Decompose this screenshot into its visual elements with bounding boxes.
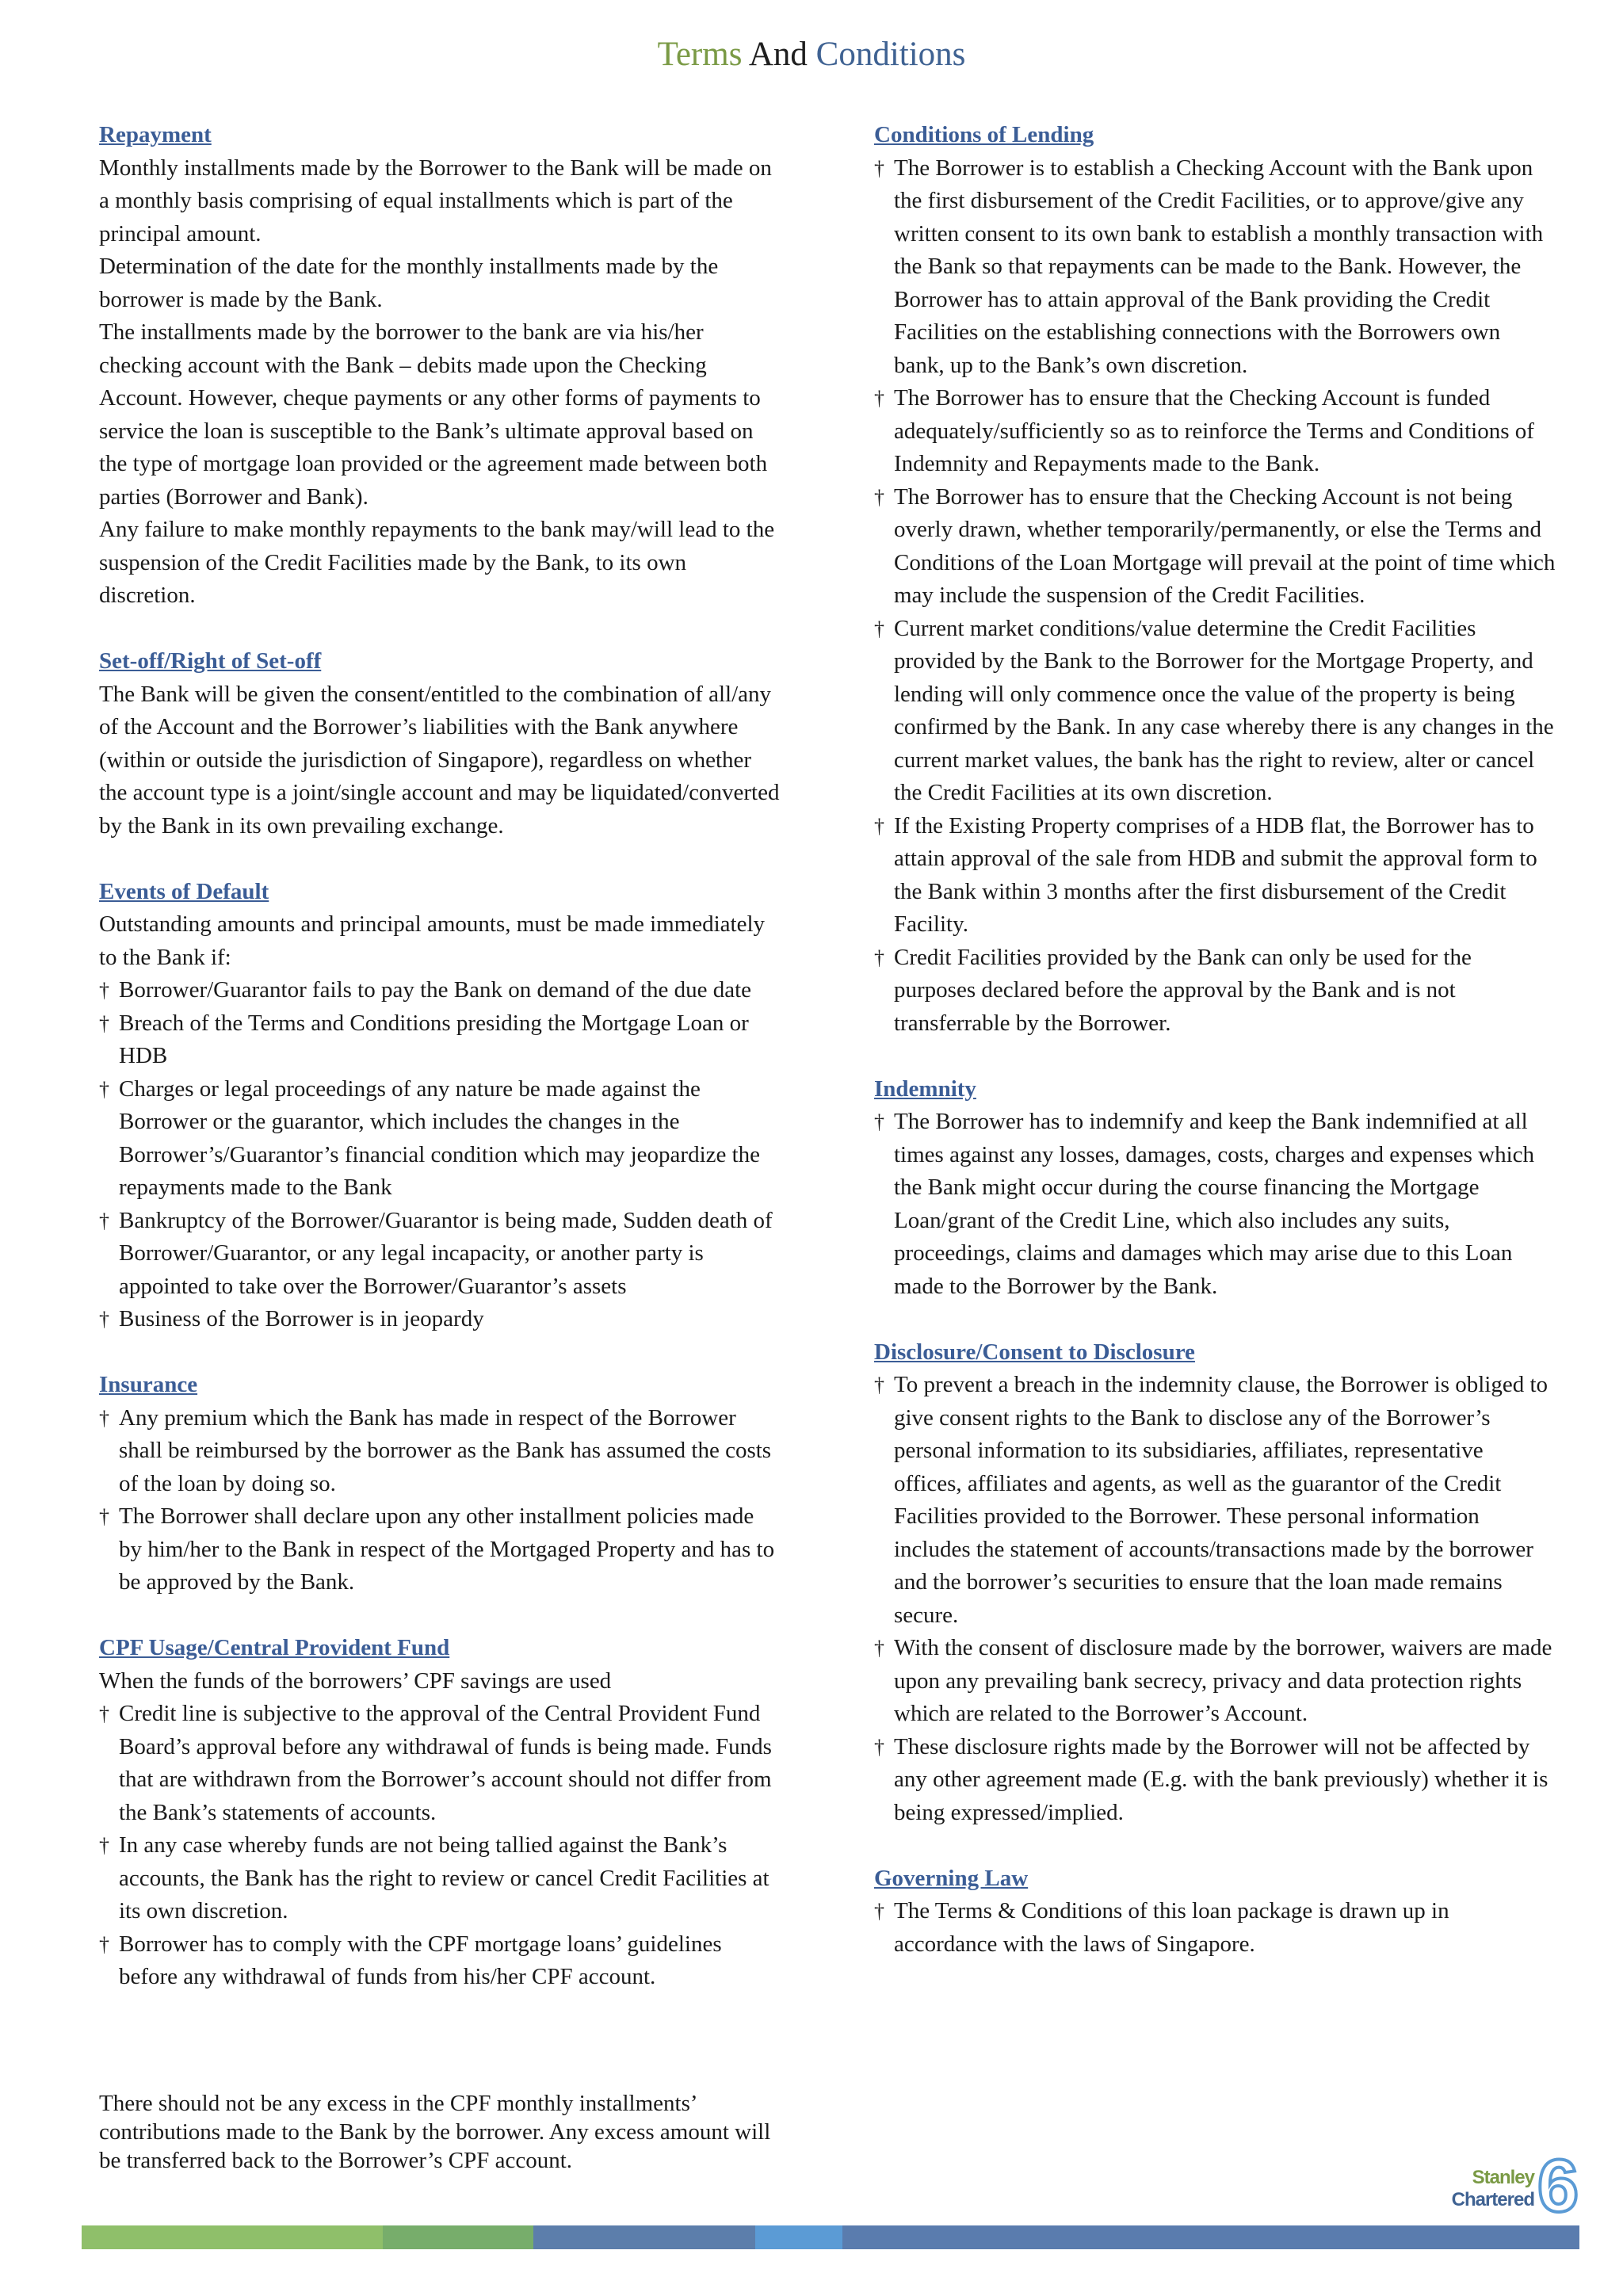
list-item-text: Credit Facilities provided by the Bank can only be used for the purposes declared before the approval by the Bank and is not transferrable by the Borrower. — [894, 944, 1472, 1036]
section-heading: Repayment — [99, 122, 212, 147]
dagger-bullet-icon: † — [99, 1834, 109, 1857]
list-item — [99, 1698, 781, 1829]
dagger-bullet-icon: † — [99, 1505, 109, 1528]
bullet-list — [874, 152, 1556, 1041]
list-item-text: Current market conditions/value determine the Credit Facilities provided by the Bank to the Borrower for the Mortgage Property, and lending will only commence once the value of the property is being confirmed by the Bank. In any case whereby there is any changes in the current market values, the bank has the right to review, alter or cancel the Credit Facilities at its own discretion. — [894, 615, 1554, 805]
section-heading: Set-off/Right of Set-off — [99, 648, 322, 674]
section-setoff — [99, 645, 781, 842]
bullet-list — [99, 1698, 781, 1994]
dagger-bullet-icon: † — [874, 814, 884, 838]
list-item — [874, 613, 1556, 810]
bullet-list — [99, 974, 781, 1336]
list-item-text: With the consent of disclosure made by the borrower, waivers are made upon any prevailing bank secrecy, privacy and data protection rights which are related to the Borrower’s Account. — [894, 1635, 1552, 1726]
dagger-bullet-icon: † — [99, 1702, 109, 1725]
list-item-text: Any premium which the Bank has made in respect of the Borrower shall be reimbursed by the borrower as the Bank has assumed the costs of the loan by doing so. — [119, 1404, 772, 1496]
section-insurance — [99, 1369, 781, 1599]
list-item — [874, 1731, 1556, 1830]
bullet-list — [874, 1106, 1556, 1303]
section-heading: Indemnity — [874, 1075, 976, 1102]
paragraph: Monthly installments made by the Borrower to the Bank will be made on a monthly basis comprising of equal installments which is part of the principal amount. — [99, 155, 772, 246]
title-word-terms: Terms — [657, 36, 743, 73]
left-column — [99, 119, 781, 2027]
dagger-bullet-icon: † — [874, 485, 884, 509]
footer-color-bar — [82, 2225, 1579, 2249]
list-item-text: The Terms & Conditions of this loan package is drawn up in accordance with the laws of Singapore. — [894, 1898, 1449, 1957]
list-item-text: The Borrower shall declare upon any other installment policies made by him/her to the Bank in respect of the Mortgaged Property and has to be approved by the Bank. — [119, 1503, 775, 1595]
dagger-bullet-icon: † — [874, 1735, 884, 1759]
stanley-chartered-logo — [1444, 2151, 1580, 2218]
list-item — [874, 1895, 1556, 1961]
right-column — [874, 119, 1556, 1994]
section-governing-law — [874, 1862, 1556, 1962]
paragraph: Outstanding amounts and principal amounts, must be made immediately to the Bank if: — [99, 911, 766, 970]
list-item — [874, 152, 1556, 383]
page-title — [0, 33, 1623, 76]
bullet-list — [874, 1369, 1556, 1829]
list-item-text: Borrower/Guarantor fails to pay the Bank on demand of the due date — [119, 977, 752, 1003]
list-item-text: The Borrower has to ensure that the Checking Account is not being overly drawn, whether temporarily/permanently, or else the Terms and Conditions of the Loan Mortgage will prevail at the point of time which may include the suspension of the Credit Facilities. — [894, 483, 1556, 608]
cpf-footnote: There should not be any excess in the CPF monthly installments’ contributions made to the Bank by the borrower. Any excess amount will be transferred back to the Borrower’s CPF account. — [99, 2091, 771, 2173]
dagger-bullet-icon: † — [99, 1308, 109, 1331]
footer-bar-segment — [533, 2225, 755, 2249]
section-events-of-default — [99, 876, 781, 1336]
dagger-bullet-icon: † — [874, 1373, 884, 1396]
list-item — [874, 1632, 1556, 1731]
list-item — [99, 1205, 781, 1304]
list-item — [874, 1106, 1556, 1303]
section-cpf — [99, 1632, 781, 1994]
dagger-bullet-icon: † — [874, 387, 884, 410]
section-heading: Governing Law — [874, 1865, 1029, 1891]
bullet-list — [874, 1895, 1556, 1961]
list-item — [99, 1829, 781, 1928]
dagger-bullet-icon: † — [874, 1900, 884, 1923]
list-item — [874, 1369, 1556, 1632]
list-item — [99, 1073, 781, 1205]
dagger-bullet-icon: † — [99, 1077, 109, 1101]
list-item — [99, 1303, 781, 1336]
list-item-text: Charges or legal proceedings of any nature be made against the Borrower or the guarantor, which includes the changes in the Borrower’s/Guarantor’s financial condition which may jeopardize the repayments made to the Bank — [119, 1075, 761, 1200]
list-item-text: Business of the Borrower is in jeopardy — [119, 1306, 484, 1331]
logo-text-stanley: Stanley — [1472, 2167, 1534, 2188]
dagger-bullet-icon: † — [874, 156, 884, 180]
dagger-bullet-icon: † — [874, 946, 884, 969]
footer-bar-segment — [82, 2225, 383, 2249]
list-item — [99, 974, 781, 1007]
section-indemnity — [874, 1073, 1556, 1304]
footer-bar-segment — [842, 2225, 1579, 2249]
title-word-conditions: Conditions — [815, 36, 966, 73]
dagger-bullet-icon: † — [99, 979, 109, 1002]
list-item-text: These disclosure rights made by the Borrower will not be affected by any other agreement made (E.g. with the bank previously) whether it is being expressed/implied. — [894, 1733, 1549, 1825]
title-word-and: And — [748, 36, 808, 73]
list-item-text: The Borrower is to establish a Checking Account with the Bank upon the first disbursement of the Credit Facilities, or to approve/give any written consent to its own bank to establish a monthly transaction with the Bank so that repayments can be made to the Bank. However, the Borrower has to attain approval of the Bank providing the Credit Facilities on the establishing connections with the Borrowers own bank, up to the Bank’s own discretion. — [894, 155, 1544, 378]
section-conditions-of-lending — [874, 119, 1556, 1040]
logo-six-glyph: 6 — [1537, 2151, 1579, 2218]
list-item-text: If the Existing Property comprises of a HDB flat, the Borrower has to attain approval of the sale from HDB and submit the approval form to the Bank within 3 months after the first disbursement of the Credit Facility. — [894, 812, 1537, 937]
list-item-text: The Borrower has to indemnify and keep the Bank indemnified at all times against any losses, damages, costs, charges and expenses which the Bank might occur during the course financing the Mortgage Loan/grant of the Credit Line, which also includes any suits, proceedings, claims and damages which may arise due to this Loan made to the Borrower by the Bank. — [894, 1109, 1535, 1299]
list-item — [874, 382, 1556, 481]
dagger-bullet-icon: † — [99, 1932, 109, 1956]
section-heading: Conditions of Lending — [874, 122, 1094, 147]
logo-text-chartered: Chartered — [1451, 2189, 1534, 2210]
section-disclosure — [874, 1336, 1556, 1830]
list-item-text: Credit line is subjective to the approval of the Central Provident Fund Board’s approval before any withdrawal of funds is being made. Funds that are withdrawn from the Borrower’s account should not differ from the Bank’s statements of accounts. — [119, 1701, 772, 1825]
list-item — [99, 1007, 781, 1073]
paragraph: The Bank will be given the consent/entitled to the combination of all/any of the Account and the Borrower’s liabilities with the Bank anywhere (within or outside the jurisdiction of Singapore), regardless on whether the account type is a joint/single account and may be liquidated/converted by the Bank in its own prevailing exchange. — [99, 681, 780, 839]
list-item — [874, 810, 1556, 942]
list-item-text: To prevent a breach in the indemnity clause, the Borrower is obliged to give consent rights to the Bank to disclose any of the Borrower’s personal information to its subsidiaries, affiliates, representative offices, affiliates and agents, as well as the guarantor of the Credit Facilities provided to the Borrower. These personal information includes the statement of accounts/transactions made by the borrower and the borrower’s securities to ensure that the loan made remains secure. — [894, 1372, 1549, 1628]
list-item — [874, 481, 1556, 613]
list-item-text: Breach of the Terms and Conditions presiding the Mortgage Loan or HDB — [119, 1010, 749, 1068]
list-item-text: In any case whereby funds are not being tallied against the Bank’s accounts, the Bank has the right to review or cancel Credit Facilities at its own discretion. — [119, 1832, 769, 1924]
dagger-bullet-icon: † — [874, 1637, 884, 1660]
list-item — [99, 1500, 781, 1599]
paragraph: The installments made by the borrower to the bank are via his/her checking account with the Bank – debits made upon the Checking Account. However, cheque payments or any other forms of payments to service the loan is susceptible to the Bank’s ultimate approval based on the type of mortgage loan provided or the agreement made between both parties (Borrower and Bank). — [99, 319, 768, 510]
list-item — [99, 1928, 781, 1994]
list-item — [874, 942, 1556, 1041]
footer-bar-segment — [383, 2225, 533, 2249]
dagger-bullet-icon: † — [874, 1110, 884, 1133]
logo-six-mark-icon — [1536, 2151, 1580, 2218]
dagger-bullet-icon: † — [874, 617, 884, 640]
paragraph: Determination of the date for the monthly installments made by the borrower is made by the Bank. — [99, 254, 719, 312]
section-heading: Events of Default — [99, 878, 269, 904]
section-heading: Disclosure/Consent to Disclosure — [874, 1339, 1195, 1365]
footer-bar-segment — [755, 2225, 842, 2249]
dagger-bullet-icon: † — [99, 1209, 109, 1232]
list-item-text: Borrower has to comply with the CPF mortgage loans’ guidelines before any withdrawal of funds from his/her CPF account. — [119, 1931, 722, 1989]
section-repayment — [99, 119, 781, 613]
list-item-text: The Borrower has to ensure that the Checking Account is funded adequately/sufficiently so as to reinforce the Terms and Conditions of Indemnity and Repayments made to the Bank. — [894, 385, 1534, 476]
dagger-bullet-icon: † — [99, 1011, 109, 1035]
list-item — [99, 1402, 781, 1501]
section-heading: Insurance — [99, 1372, 198, 1397]
section-heading: CPF Usage/Central Provident Fund — [99, 1635, 450, 1660]
paragraph: Any failure to make monthly repayments to the bank may/will lead to the suspension of the Credit Facilities made by the Bank, to its own discretion. — [99, 517, 775, 608]
list-item-text: Bankruptcy of the Borrower/Guarantor is being made, Sudden death of Borrower/Guarantor, or any legal incapacity, or another party is appointed to take over the Borrower/Guarantor’s assets — [119, 1207, 773, 1299]
bullet-list — [99, 1402, 781, 1599]
dagger-bullet-icon: † — [99, 1406, 109, 1430]
paragraph: When the funds of the borrowers’ CPF savings are used — [99, 1668, 612, 1694]
